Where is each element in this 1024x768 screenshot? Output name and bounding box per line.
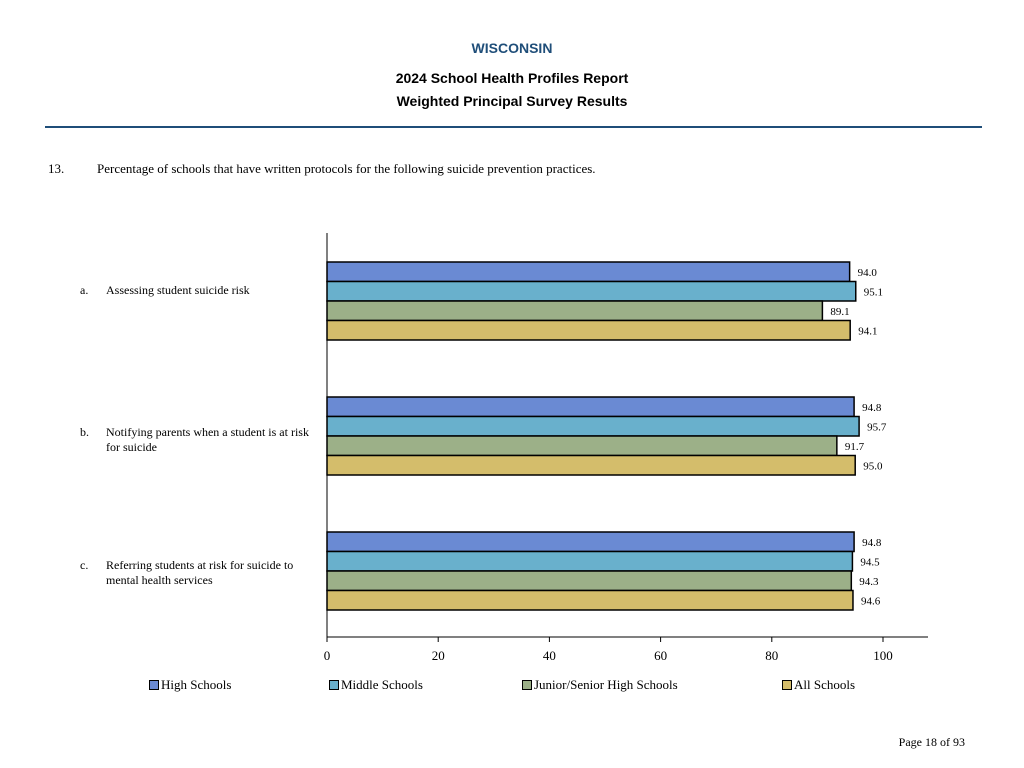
- category-b-label: Notifying parents when a student is at risk for suicide: [106, 425, 309, 454]
- legend-item-all-schools: [782, 677, 855, 693]
- x-tick-label: 20: [431, 648, 445, 663]
- category-c-label: Referring students at risk for suicide to mental health services: [106, 558, 294, 587]
- legend-item-high-schools: [149, 677, 231, 693]
- data-label: 95.0: [863, 460, 883, 473]
- bar: [327, 552, 852, 572]
- legend-swatch-middle-schools: [329, 680, 339, 690]
- legend-label-junior-senior-high-schools: Junior/Senior High Schools: [534, 677, 678, 692]
- bar: [327, 591, 853, 611]
- page-number: Page 18 of 93: [898, 735, 965, 749]
- data-label: 89.1: [830, 305, 850, 318]
- legend-item-junior-senior-high-schools: [522, 677, 678, 693]
- x-tick-label: 80: [765, 648, 779, 663]
- bar: [327, 301, 822, 321]
- data-label: 95.1: [863, 286, 884, 299]
- category-a-label: Assessing student suicide risk: [106, 283, 250, 297]
- legend-label-all-schools: All Schools: [794, 677, 856, 692]
- bar: [327, 417, 859, 437]
- data-label: 95.7: [867, 421, 887, 434]
- data-label: 94.8: [862, 401, 882, 414]
- state-title: WISCONSIN: [471, 40, 553, 56]
- legend-swatch-all-schools: [782, 680, 792, 690]
- data-label: 91.7: [844, 440, 865, 453]
- question-number: 13.: [48, 161, 65, 176]
- data-label: 94.6: [860, 595, 881, 608]
- data-label: 94.1: [858, 325, 878, 338]
- data-label: 94.8: [862, 536, 882, 549]
- report-title: 2024 School Health Profiles Report: [395, 70, 629, 86]
- bar: [327, 571, 851, 591]
- legend-item-middle-schools: [329, 677, 423, 693]
- data-label: 94.5: [860, 556, 880, 569]
- bar: [327, 282, 856, 302]
- bar: [327, 436, 837, 456]
- legend-swatch-high-schools: [149, 680, 159, 690]
- bar: [327, 321, 850, 341]
- header-rule: [45, 126, 982, 128]
- category-b-letter: b.: [80, 425, 89, 439]
- bar: [327, 532, 854, 552]
- report-subtitle: Weighted Principal Survey Results: [396, 93, 628, 109]
- x-tick-label: 60: [654, 648, 668, 663]
- bar: [327, 397, 854, 417]
- data-label: 94.0: [857, 266, 877, 279]
- data-label: 94.3: [859, 575, 879, 588]
- question-text: Percentage of schools that have written protocols for the following suicide prevention practices.: [97, 161, 596, 176]
- bar: [327, 456, 855, 476]
- x-tick-label: 100: [873, 648, 893, 663]
- bar: [327, 262, 850, 282]
- legend-swatch-junior-senior-high-schools: [522, 680, 532, 690]
- legend-label-high-schools: High Schools: [161, 677, 232, 692]
- category-c-letter: c.: [80, 558, 89, 572]
- x-tick-label: 0: [323, 648, 331, 663]
- x-tick-label: 40: [542, 648, 556, 663]
- legend-label-middle-schools: Middle Schools: [341, 677, 423, 692]
- category-a-letter: a.: [80, 283, 89, 297]
